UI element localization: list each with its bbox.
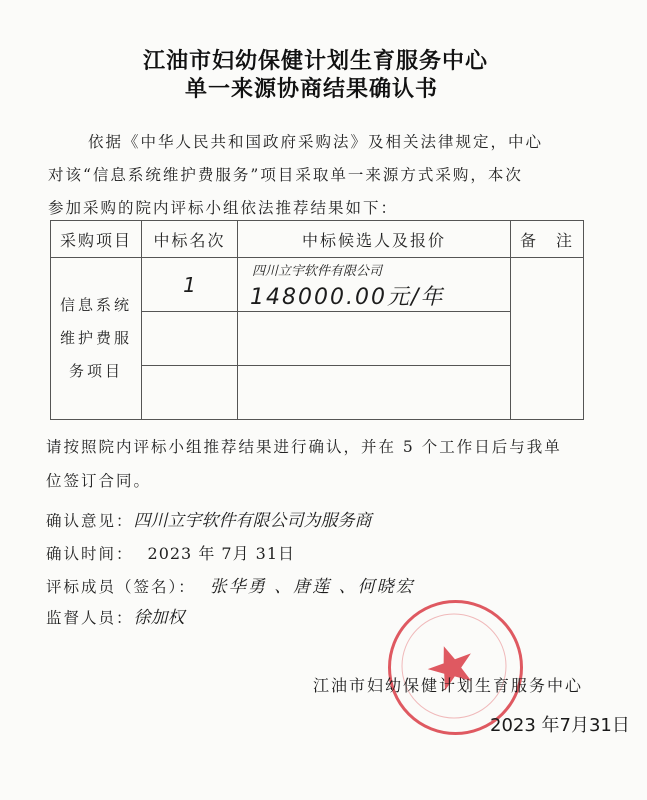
evaluators xyxy=(46,572,415,597)
supervisor xyxy=(46,603,185,628)
intro-line1: 依据《中华人民共和国政府采购法》及相关法律规定，中心 xyxy=(88,133,544,151)
confirm-time-label: 确认时间： xyxy=(46,545,134,563)
project-line2: 维护费服 xyxy=(59,329,132,347)
project-line3: 务项目 xyxy=(68,362,123,380)
candidate-cell xyxy=(238,366,511,420)
confirm-time-value: 2023 年 7月 31日 xyxy=(147,544,296,563)
project-cell xyxy=(51,258,142,420)
supervisor-signature: 徐加权 xyxy=(133,608,185,628)
intro-line3: 参加采购的院内评标小组依法推荐结果如下： xyxy=(48,199,399,217)
evaluators-signatures: 张华勇 、唐莲 、何晓宏 xyxy=(209,577,415,597)
table-row xyxy=(51,258,584,312)
supervisor-label: 监督人员： xyxy=(46,609,134,627)
candidate-name: 四川立宇软件有限公司 xyxy=(252,264,383,279)
rank-cell xyxy=(142,366,238,420)
rank-cell xyxy=(142,258,238,312)
evaluators-label: 评标成员（签名）： xyxy=(46,578,196,596)
candidate-cell xyxy=(238,312,511,366)
confirm-opinion-label: 确认意见： xyxy=(46,512,134,530)
document-title-line2: 单一来源协商结果确认书 xyxy=(184,76,438,102)
header-candidate-price: 中标候选人及报价 xyxy=(238,221,511,258)
header-procurement-item: 采购项目 xyxy=(51,221,142,258)
candidate-price: 148000.00元/年 xyxy=(250,285,445,310)
result-table xyxy=(50,220,584,420)
footer-organization: 江油市妇幼保健计划生育服务中心 xyxy=(313,676,584,695)
confirm-opinion xyxy=(46,506,372,531)
footer-date: 2023 年7月31日 xyxy=(490,715,630,736)
header-remarks: 备 注 xyxy=(511,221,584,258)
document-title-line1: 江油市妇幼保健计划生育服务中心 xyxy=(142,48,488,74)
candidate-cell xyxy=(238,258,511,312)
remarks-cell xyxy=(511,258,584,420)
project-line1: 信息系统 xyxy=(59,296,132,314)
table-header-row xyxy=(51,221,584,258)
confirm-time xyxy=(46,541,295,564)
instruction-line1: 请按照院内评标小组推荐结果进行确认，并在 5 个工作日后与我单 xyxy=(46,438,562,456)
instruction-line2: 位签订合同。 xyxy=(46,472,152,490)
intro-line2: 对该“信息系统维护费服务”项目采取单一来源方式采购，本次 xyxy=(48,166,523,184)
confirm-opinion-value: 四川立宇软件有限公司为服务商 xyxy=(133,511,372,531)
rank-value: 1 xyxy=(183,272,196,297)
rank-cell xyxy=(142,312,238,366)
header-rank: 中标名次 xyxy=(142,221,238,258)
